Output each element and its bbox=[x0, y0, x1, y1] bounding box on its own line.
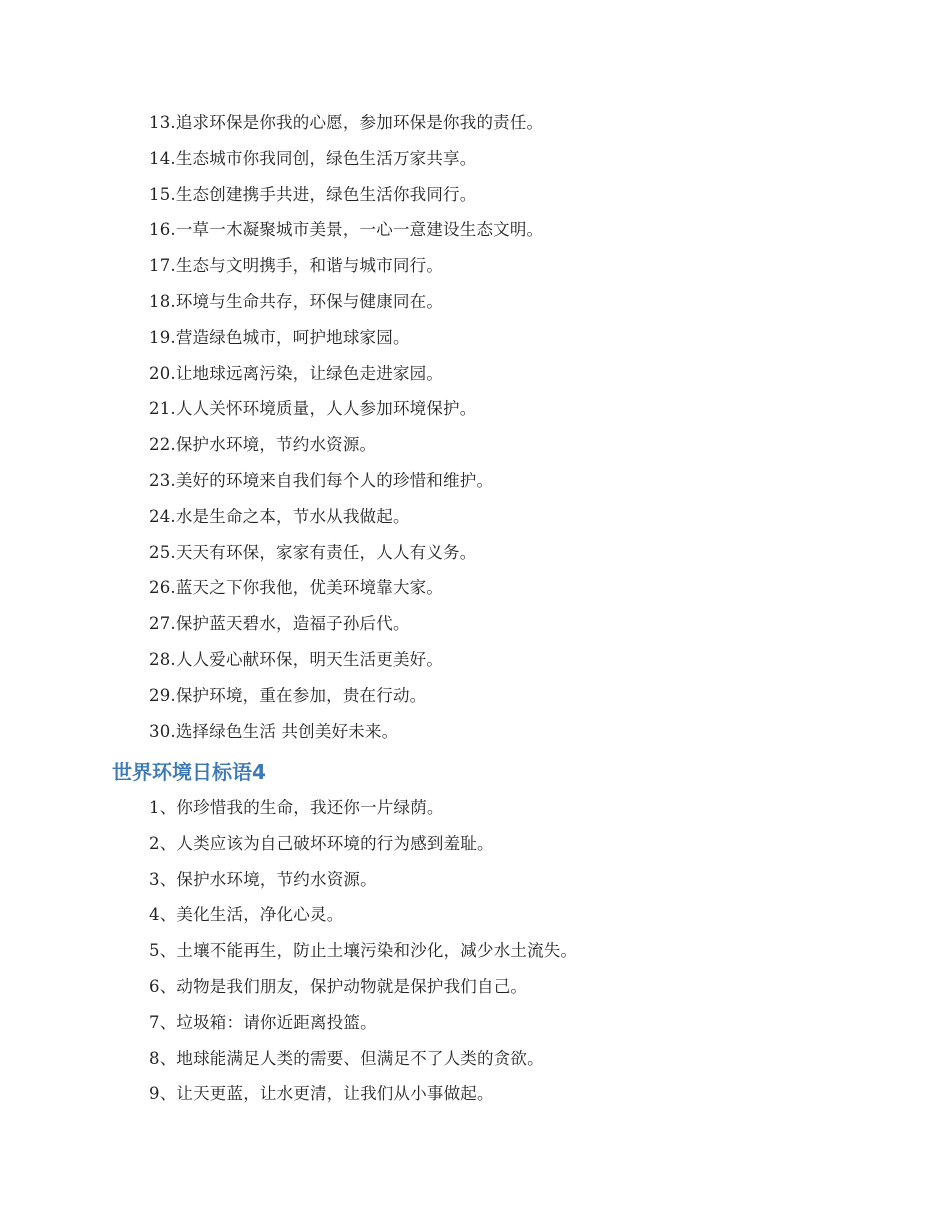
list-item: 30.选择绿色生活 共创美好未来。 bbox=[149, 721, 399, 741]
list-item: 15.生态创建携手共进，绿色生活你我同行。 bbox=[149, 184, 477, 204]
list-item: 13.追求环保是你我的心愿，参加环保是你我的责任。 bbox=[149, 113, 544, 132]
list-item: 29.保护环境，重在参加，贵在行动。 bbox=[149, 685, 427, 705]
list-item: 1、你珍惜我的生命，我还你一片绿荫。 bbox=[149, 798, 444, 817]
list-item: 18.环境与生命共存，环保与健康同在。 bbox=[149, 291, 444, 311]
list-item: 16.一草一木凝聚城市美景，一心一意建设生态文明。 bbox=[149, 220, 544, 240]
list-item: 26.蓝天之下你我他，优美环境靠大家。 bbox=[149, 578, 444, 598]
section-heading: 世界环境日标语4 bbox=[112, 760, 266, 784]
list-item: 28.人人爱心献环保，明天生活更美好。 bbox=[149, 649, 444, 669]
list-item: 4、美化生活，净化心灵。 bbox=[149, 905, 344, 925]
list-item: 6、动物是我们朋友，保护动物就是保护我们自己。 bbox=[149, 976, 528, 996]
list-item: 24.水是生命之本，节水从我做起。 bbox=[149, 506, 410, 526]
list-item: 5、土壤不能再生，防止土壤污染和沙化，减少水土流失。 bbox=[149, 941, 578, 961]
list-item: 3、保护水环境，节约水资源。 bbox=[149, 869, 377, 889]
list-item: 8、地球能满足人类的需要、但满足不了人类的贪欲。 bbox=[149, 1048, 544, 1068]
slogan-list-part3 bbox=[149, 105, 543, 749]
list-item: 23.美好的环境来自我们每个人的珍惜和维护。 bbox=[149, 470, 494, 490]
list-item: 19.营造绿色城市，呵护地球家园。 bbox=[149, 327, 410, 347]
list-item: 25.天天有环保，家家有责任，人人有义务。 bbox=[149, 542, 477, 562]
list-item: 21.人人关怀环境质量，人人参加环境保护。 bbox=[149, 399, 477, 419]
list-item: 22.保护水环境，节约水资源。 bbox=[149, 435, 377, 455]
list-item: 14.生态城市你我同创，绿色生活万家共享。 bbox=[149, 148, 477, 168]
list-item: 2、人类应该为自己破坏环境的行为感到羞耻。 bbox=[149, 833, 494, 853]
list-item: 27.保护蓝天碧水，造福子孙后代。 bbox=[149, 614, 410, 634]
list-item: 17.生态与文明携手，和谐与城市同行。 bbox=[149, 256, 444, 276]
list-item: 7、垃圾箱：请你近距离投篮。 bbox=[149, 1012, 377, 1032]
slogan-list-part4 bbox=[149, 790, 577, 1112]
list-item: 20.让地球远离污染，让绿色走进家园。 bbox=[149, 363, 444, 383]
list-item: 9、让天更蓝，让水更清，让我们从小事做起。 bbox=[149, 1084, 494, 1104]
